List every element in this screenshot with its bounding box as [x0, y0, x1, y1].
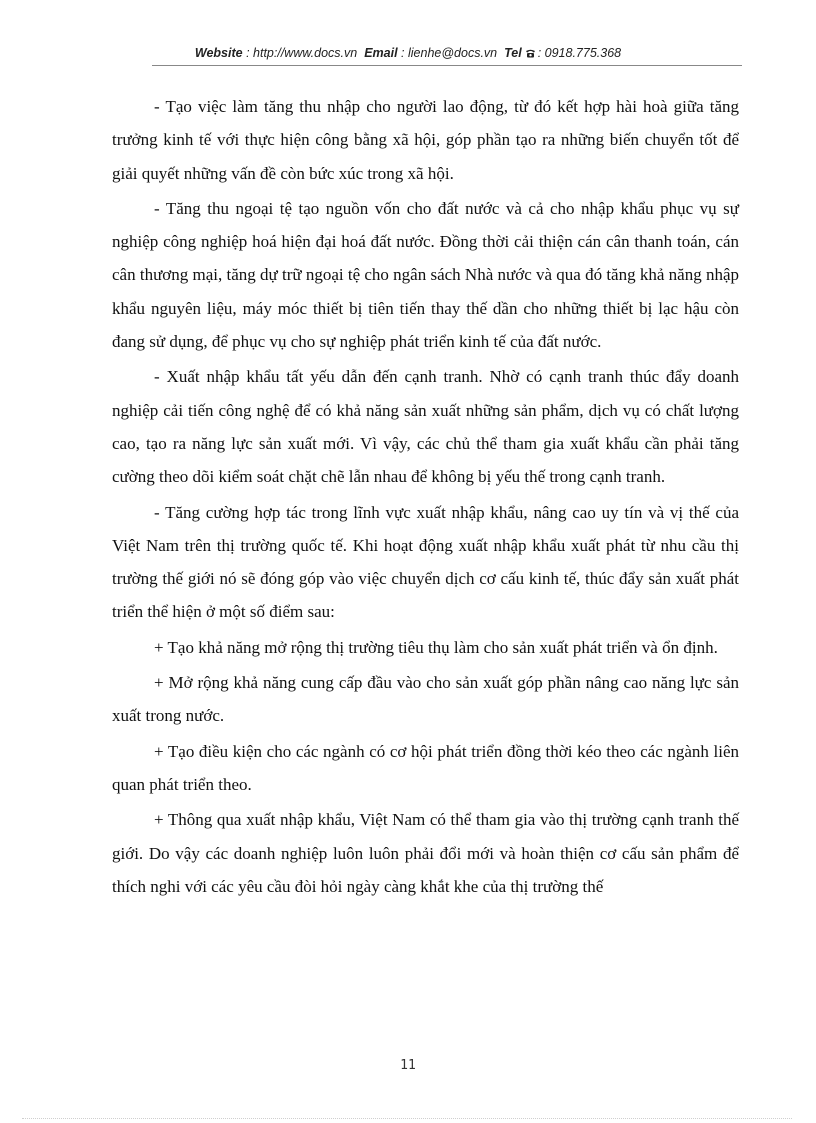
- page-number: 11: [400, 1058, 416, 1073]
- email-value: : lienhe@docs.vn: [401, 46, 498, 60]
- email-label: Email: [364, 46, 398, 60]
- paragraph: - Tăng cường hợp tác trong lĩnh vực xuất nhập khẩu, nâng cao uy tín và vị thế của Việt Nam trên thị trường quốc tế. Khi hoạt động xuất nhập khẩu xuất phát từ nhu cầu thị trường thế giới nó sẽ đóng góp vào việc chuyển dịch cơ cấu kinh tế, thúc đẩy sản xuất phát triển thể hiện ở một số điểm sau:: [112, 502, 739, 622]
- paragraph: + Thông qua xuất nhập khẩu, Việt Nam có thể tham gia vào thị trường cạnh tranh thế giới. Do vậy các doanh nghiệp luôn luôn phải đổi mới và hoàn thiện cơ cấu sản phẩm để thích nghi với các yêu cầu đòi hỏi ngày càng khắt khe của thị trường thế: [112, 810, 739, 896]
- paragraph: - Tăng thu ngoại tệ tạo nguồn vốn cho đất nước và cả cho nhập khẩu phục vụ sự nghiệp công nghiệp hoá hiện đại hoá đất nước. Đồng thời cải thiện cán cân thanh toán, cán cân thương mại, tăng dự trữ ngoại tệ cho ngân sách Nhà nước và qua đó tăng khả năng nhập khẩu nguyên liệu, máy móc thiết bị tiên tiến thay thế dần cho những thiết bị lạc hậu còn đang sử dụng, để phục vụ cho sự nghiệp phát triển kinh tế của đất nước.: [112, 198, 739, 352]
- paragraph: - Tạo việc làm tăng thu nhập cho người lao động, từ đó kết hợp hài hoà giữa tăng trưởng kinh tế với thực hiện công bằng xã hội, góp phần tạo ra những biến chuyển tốt để giải quyết những vấn đề còn bức xúc trong xã hội.: [112, 97, 739, 183]
- paragraph: - Xuất nhập khẩu tất yếu dẫn đến cạnh tranh. Nhờ có cạnh tranh thúc đẩy doanh nghiệp cải tiến công nghệ để có khả năng sản xuất những sản phẩm, dịch vụ có chất lượng cao, tạo ra năng lực sản xuất mới. Vì vậy, các chủ thể tham gia xuất khẩu cần phải tăng cường theo dõi kiểm soát chặt chẽ lẫn nhau để không bị yếu thế trong cạnh tranh.: [112, 367, 739, 487]
- document-body: [112, 90, 739, 905]
- website-value: : http://www.docs.vn: [246, 46, 358, 60]
- tel-label: Tel: [504, 46, 522, 60]
- phone-icon: [525, 47, 536, 56]
- footer-divider: [22, 1118, 792, 1119]
- header-divider: [152, 65, 742, 66]
- paragraph: + Tạo khả năng mở rộng thị trường tiêu thụ làm cho sản xuất phát triển và ổn định.: [154, 637, 718, 657]
- tel-value: : 0918.775.368: [537, 46, 622, 60]
- website-label: Website: [194, 46, 243, 60]
- paragraph: + Mở rộng khả năng cung cấp đầu vào cho sản xuất góp phần nâng cao năng lực sản xuất trong nước.: [112, 673, 739, 726]
- paragraph: + Tạo điều kiện cho các ngành có cơ hội phát triển đồng thời kéo theo các ngành liên quan phát triển theo.: [112, 741, 739, 794]
- page-header: [0, 46, 816, 60]
